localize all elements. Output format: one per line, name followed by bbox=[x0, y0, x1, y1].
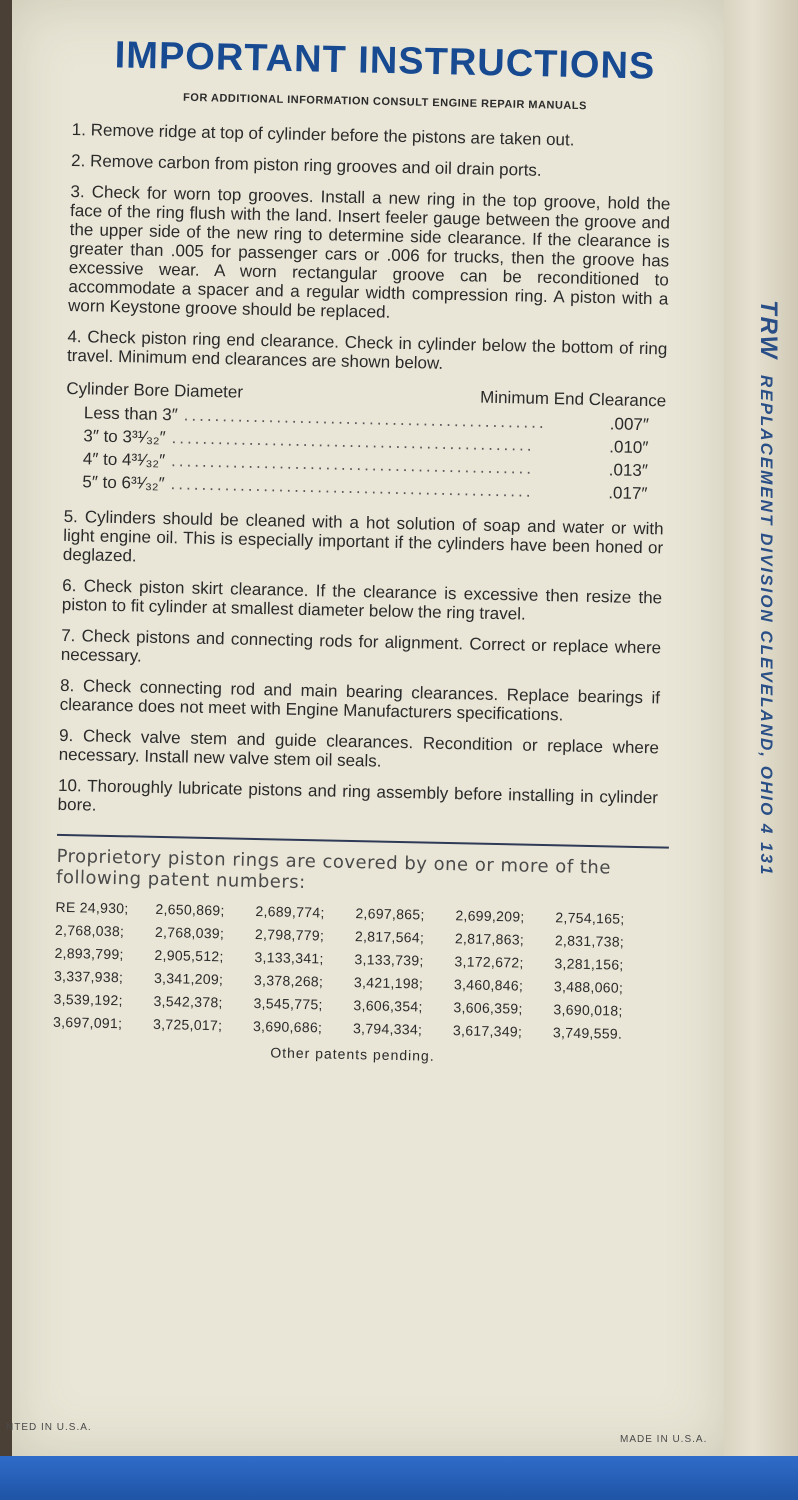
step-9 bbox=[59, 726, 660, 777]
patent-number: RE 24,930; bbox=[55, 898, 129, 917]
bore-size: 4″ to 4³¹⁄₃₂″ bbox=[82, 449, 166, 471]
patent-number: 2,768,038; bbox=[54, 921, 125, 940]
patent-number: 2,817,564; bbox=[354, 928, 425, 946]
step-text: Cylinders should be cleaned with a hot solution of soap and water or with light engine oil. This is especially important if the cylinders have been honed or deglazed. bbox=[62, 507, 664, 566]
patent-number: 2,697,865; bbox=[355, 905, 425, 923]
step-number: 3. bbox=[70, 181, 85, 202]
patent-number: 3,725,017; bbox=[152, 1015, 223, 1034]
clearance-value: .017″ bbox=[608, 483, 648, 504]
patent-number: 2,650,869; bbox=[155, 900, 225, 919]
patent-number: 3,378,268; bbox=[253, 972, 324, 990]
step-text: Check valve stem and guide clearances. Recondition or replace where necessary. Install new valve stem oil seals. bbox=[58, 726, 660, 771]
leader-dots: ............................................... bbox=[183, 405, 547, 433]
step-number: 6. bbox=[62, 575, 77, 596]
patent-number: 3,172,672; bbox=[454, 953, 524, 971]
patent-number: 3,606,359; bbox=[453, 999, 523, 1017]
patent-number: 3,542,378; bbox=[153, 992, 223, 1011]
step-number: 9. bbox=[58, 725, 74, 746]
patent-number: 3,460,846; bbox=[453, 976, 524, 994]
step-5 bbox=[63, 507, 664, 577]
step-text: Check piston ring end clearance. Check in cylinder below the bottom of ring travel. Minimum end clearances are shown below. bbox=[66, 327, 668, 373]
patent-number: 2,831,738; bbox=[554, 932, 625, 950]
divider bbox=[57, 834, 669, 849]
patent-number: 2,754,165; bbox=[555, 909, 625, 927]
bore-size: 5″ to 6³¹⁄₃₂″ bbox=[82, 472, 165, 494]
patent-number: 3,690,686; bbox=[252, 1017, 323, 1036]
step-2 bbox=[71, 151, 671, 183]
patent-number: 3,617,349; bbox=[452, 1022, 523, 1040]
clearance-column-header: Minimum End Clearance bbox=[479, 387, 667, 411]
patent-number: 3,545,775; bbox=[253, 994, 323, 1013]
step-text: Check pistons and connecting rods for alignment. Correct or replace where necessary. bbox=[60, 626, 662, 666]
step-number: 2. bbox=[70, 150, 86, 171]
patent-intro: Proprietory piston rings are covered by one or more of the following patent numbers: bbox=[55, 845, 612, 894]
step-text: Check piston skirt clearance. If the clearance is excessive then resize the piston to fit cylinder at smallest diameter below the ring travel. bbox=[61, 576, 663, 624]
patent-number: 2,768,039; bbox=[154, 923, 225, 942]
footer-made-in: MADE IN U.S.A. bbox=[620, 1434, 708, 1445]
step-number: 7. bbox=[61, 625, 76, 646]
step-text: Check connecting rod and main bearing clearances. Replace bearings if clearance does not meet with Engine Manufacturers specifications. bbox=[59, 676, 661, 725]
patent-number: 3,337,938; bbox=[53, 967, 124, 986]
step-number: 10. bbox=[57, 775, 82, 796]
step-3 bbox=[68, 182, 671, 328]
patents-pending: Other patents pending. bbox=[270, 1044, 435, 1064]
patent-number: 2,699,209; bbox=[455, 907, 525, 925]
patent-number: 3,281,156; bbox=[554, 955, 624, 973]
patent-number: 3,421,198; bbox=[353, 974, 424, 992]
step-number: 4. bbox=[67, 326, 82, 347]
leader-dots: ............................................... bbox=[170, 474, 534, 501]
page-subtitle: FOR ADDITIONAL INFORMATION CONSULT ENGINE REPAIR MANUALS bbox=[182, 91, 587, 113]
box-side-panel bbox=[724, 0, 798, 1500]
footer-printed-in: NTED IN U.S.A. bbox=[6, 1422, 92, 1433]
patent-number: 3,539,192; bbox=[53, 990, 123, 1009]
step-6 bbox=[62, 576, 663, 627]
step-text: Thoroughly lubricate pistons and ring assembly before installing in cylinder bore. bbox=[57, 776, 659, 815]
patent-number: 3,133,341; bbox=[254, 949, 324, 967]
bore-size: 3″ to 3³¹⁄₃₂″ bbox=[83, 426, 166, 448]
patent-number: 3,488,060; bbox=[553, 978, 624, 996]
patent-number: 3,341,209; bbox=[153, 969, 224, 988]
leader-dots: ............................................... bbox=[170, 451, 535, 478]
patent-list bbox=[53, 896, 656, 1047]
step-4 bbox=[67, 327, 668, 378]
clearance-value: .010″ bbox=[609, 437, 649, 458]
side-address: REPLACEMENT DIVISION CLEVELAND, OHIO 4 131 bbox=[757, 374, 776, 877]
side-imprint bbox=[754, 300, 782, 876]
patent-number: 2,905,512; bbox=[154, 946, 224, 965]
step-text: Remove carbon from piston ring grooves and oil drain ports. bbox=[89, 151, 542, 180]
patent-number: 3,794,334; bbox=[352, 1020, 423, 1038]
patent-number: 3,697,091; bbox=[52, 1013, 123, 1032]
clearance-value: .007″ bbox=[609, 414, 650, 435]
bore-column-header: Cylinder Bore Diameter bbox=[66, 378, 244, 402]
step-8 bbox=[60, 676, 661, 727]
side-brand: TRW bbox=[755, 300, 782, 361]
patent-number: 3,133,739; bbox=[354, 951, 424, 969]
bore-size: Less than 3″ bbox=[83, 403, 178, 425]
box-bottom-band bbox=[0, 1456, 798, 1500]
step-text: Check for worn top grooves. Install a new ring in the top groove, hold the face of the ring flush with the land. Insert feeler gauge between the groove and the upper side of the new ring to determine side clearance. If the clearance is greater than .005 for passenger cars or .006 for trucks, then the groove has excessive wear. A worn rectangular groove can be reconditioned to accommodate a spacer and a regular width compression ring. A piston with a worn Keystone groove should be replaced. bbox=[67, 182, 671, 322]
instructions-content bbox=[52, 120, 671, 1068]
patent-number: 2,893,799; bbox=[54, 944, 124, 963]
step-text: Remove ridge at top of cylinder before the pistons are taken out. bbox=[90, 120, 575, 150]
step-7 bbox=[61, 626, 662, 677]
step-number: 5. bbox=[63, 506, 79, 527]
patent-number: 3,606,354; bbox=[353, 997, 423, 1015]
patent-number: 3,749,559. bbox=[552, 1024, 623, 1042]
step-10 bbox=[57, 776, 658, 827]
leader-dots: ............................................... bbox=[171, 428, 535, 455]
box-left-edge bbox=[0, 0, 12, 1460]
clearance-value: .013″ bbox=[608, 460, 649, 481]
patent-number: 2,798,779; bbox=[254, 926, 325, 944]
patent-number: 2,817,863; bbox=[454, 930, 525, 948]
patent-number: 2,689,774; bbox=[255, 903, 325, 921]
step-number: 8. bbox=[59, 675, 75, 696]
step-number: 1. bbox=[71, 120, 87, 140]
page-title: IMPORTANT INSTRUCTIONS bbox=[114, 34, 656, 88]
patent-number: 3,690,018; bbox=[553, 1001, 623, 1019]
clearance-table bbox=[64, 379, 666, 506]
